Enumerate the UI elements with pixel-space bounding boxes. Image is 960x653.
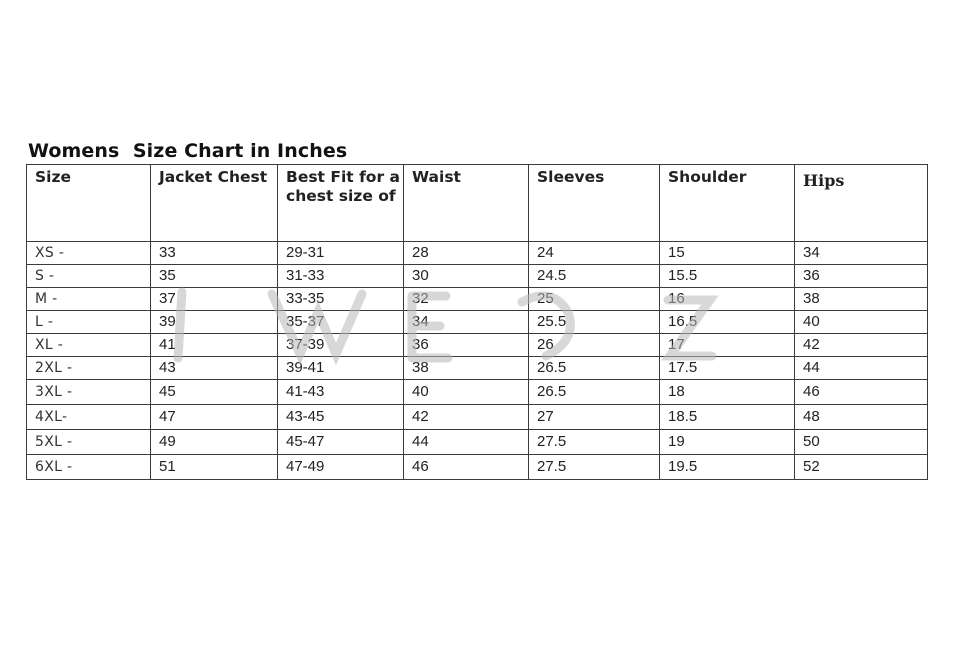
- jacket-chest-cell: 35: [151, 265, 278, 288]
- hips-cell: 48: [795, 405, 928, 430]
- best-fit-cell: 33-35: [278, 288, 404, 311]
- hips-cell: 42: [795, 334, 928, 357]
- jacket-chest-cell: 41: [151, 334, 278, 357]
- sleeves-cell: 27.5: [529, 430, 660, 455]
- sleeves-cell: 26.5: [529, 380, 660, 405]
- size-cell: XL -: [27, 334, 151, 357]
- best-fit-cell: 43-45: [278, 405, 404, 430]
- hips-cell: 40: [795, 311, 928, 334]
- size-chart-table: [26, 164, 928, 480]
- size-cell: XS -: [27, 242, 151, 265]
- best-fit-cell: 37-39: [278, 334, 404, 357]
- shoulder-cell: 19: [660, 430, 795, 455]
- best-fit-cell: 31-33: [278, 265, 404, 288]
- jacket-chest-cell: 51: [151, 455, 278, 480]
- waist-cell: 42: [404, 405, 529, 430]
- sleeves-cell: 26: [529, 334, 660, 357]
- shoulder-cell: 18: [660, 380, 795, 405]
- waist-cell: 44: [404, 430, 529, 455]
- jacket-chest-cell: 43: [151, 357, 278, 380]
- waist-cell: 32: [404, 288, 529, 311]
- best-fit-cell: 41-43: [278, 380, 404, 405]
- jacket-chest-cell: 33: [151, 242, 278, 265]
- size-cell: 2XL -: [27, 357, 151, 380]
- waist-cell: 36: [404, 334, 529, 357]
- size-cell: S -: [27, 265, 151, 288]
- column-header-waist: Waist: [404, 165, 529, 242]
- table-row: [27, 380, 928, 405]
- column-header-size: Size: [27, 165, 151, 242]
- size-cell: 6XL -: [27, 455, 151, 480]
- column-header-best-fit: Best Fit for a chest size of: [278, 165, 404, 242]
- column-header-hips: Hips: [795, 165, 928, 242]
- table-row: [27, 455, 928, 480]
- hips-cell: 52: [795, 455, 928, 480]
- sleeves-cell: 25: [529, 288, 660, 311]
- hips-cell: 46: [795, 380, 928, 405]
- size-cell: 3XL -: [27, 380, 151, 405]
- shoulder-cell: 19.5: [660, 455, 795, 480]
- shoulder-cell: 18.5: [660, 405, 795, 430]
- waist-cell: 28: [404, 242, 529, 265]
- shoulder-cell: 16.5: [660, 311, 795, 334]
- chart-title: Womens Size Chart in Inches: [28, 140, 348, 162]
- table-row: [27, 242, 928, 265]
- table-row: [27, 334, 928, 357]
- sleeves-cell: 27.5: [529, 455, 660, 480]
- shoulder-cell: 17.5: [660, 357, 795, 380]
- column-header-jacket-chest: Jacket Chest: [151, 165, 278, 242]
- column-header-shoulder: Shoulder: [660, 165, 795, 242]
- sleeves-cell: 27: [529, 405, 660, 430]
- hips-cell: 50: [795, 430, 928, 455]
- table-row: [27, 405, 928, 430]
- jacket-chest-cell: 37: [151, 288, 278, 311]
- header-row: [27, 165, 928, 242]
- waist-cell: 34: [404, 311, 529, 334]
- waist-cell: 38: [404, 357, 529, 380]
- column-header-sleeves: Sleeves: [529, 165, 660, 242]
- best-fit-cell: 29-31: [278, 242, 404, 265]
- hips-cell: 44: [795, 357, 928, 380]
- jacket-chest-cell: 45: [151, 380, 278, 405]
- table-row: [27, 288, 928, 311]
- size-cell: M -: [27, 288, 151, 311]
- size-cell: 5XL -: [27, 430, 151, 455]
- jacket-chest-cell: 39: [151, 311, 278, 334]
- waist-cell: 46: [404, 455, 529, 480]
- hips-cell: 34: [795, 242, 928, 265]
- table-row: [27, 357, 928, 380]
- best-fit-cell: 45-47: [278, 430, 404, 455]
- size-cell: 4XL-: [27, 405, 151, 430]
- shoulder-cell: 15: [660, 242, 795, 265]
- table-row: [27, 265, 928, 288]
- waist-cell: 30: [404, 265, 529, 288]
- best-fit-cell: 35-37: [278, 311, 404, 334]
- jacket-chest-cell: 47: [151, 405, 278, 430]
- hips-cell: 36: [795, 265, 928, 288]
- shoulder-cell: 15.5: [660, 265, 795, 288]
- shoulder-cell: 16: [660, 288, 795, 311]
- best-fit-cell: 47-49: [278, 455, 404, 480]
- sleeves-cell: 25.5: [529, 311, 660, 334]
- table-row: [27, 311, 928, 334]
- size-cell: L -: [27, 311, 151, 334]
- sleeves-cell: 24: [529, 242, 660, 265]
- hips-cell: 38: [795, 288, 928, 311]
- waist-cell: 40: [404, 380, 529, 405]
- shoulder-cell: 17: [660, 334, 795, 357]
- sleeves-cell: 24.5: [529, 265, 660, 288]
- best-fit-cell: 39-41: [278, 357, 404, 380]
- sleeves-cell: 26.5: [529, 357, 660, 380]
- jacket-chest-cell: 49: [151, 430, 278, 455]
- table-row: [27, 430, 928, 455]
